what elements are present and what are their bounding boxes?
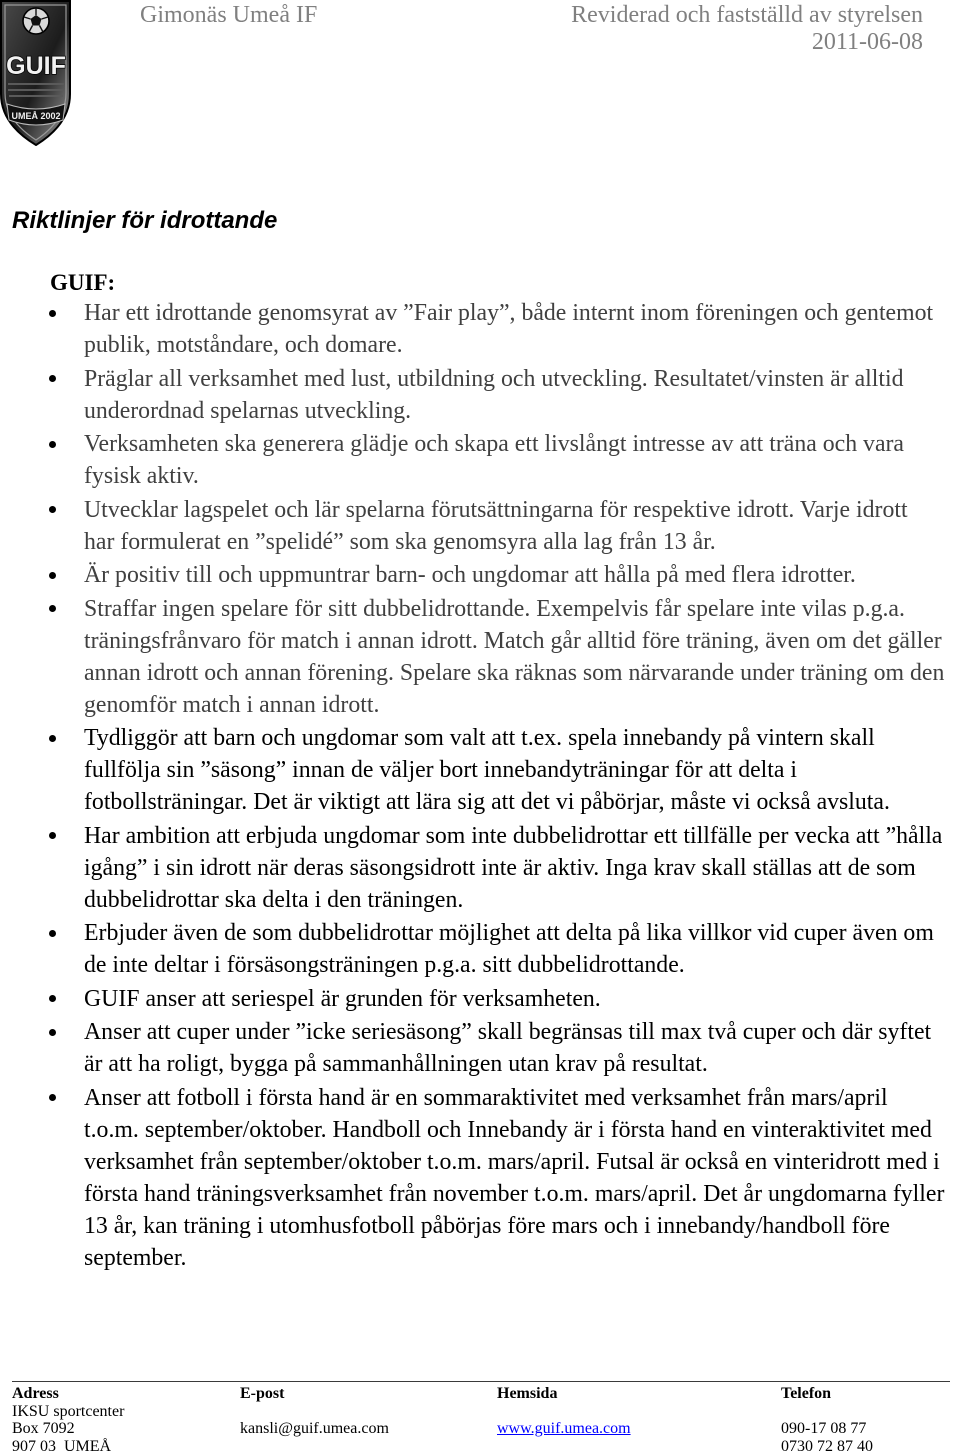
guideline-text-line: Är positiv till och uppmuntrar barn- och ungdomar att hålla på med flera idrotter. (84, 562, 856, 588)
guideline-item (0, 983, 960, 1015)
footer-website-column (497, 1385, 631, 1438)
footer-phone-column (781, 1385, 873, 1455)
footer-phone-number: 0730 72 87 40 (781, 1437, 873, 1455)
guideline-text-line: Tydliggör att barn och ungdomar som valt att t.ex. spela innebandy på vintern skall (84, 725, 875, 751)
guideline-text-line: Verksamheten ska generera glädje och skapa ett livslångt intresse av att träna och vara (84, 431, 904, 457)
footer-phone-label: Telefon (781, 1385, 832, 1402)
bullet-icon (49, 605, 56, 612)
guideline-text-line: är att ha roligt, bygga på sammanhållningen utan krav på resultat. (84, 1051, 708, 1077)
guideline-item (0, 559, 960, 591)
footer-address-line: IKSU sportcenter (12, 1402, 125, 1420)
footer-address-label: Adress (12, 1385, 59, 1402)
club-logo (0, 0, 72, 146)
guideline-text-line: träningsfrånvaro för match i annan idrott. Match går alltid före träning, även om det gäller (84, 627, 942, 654)
guideline-text-line: Präglar all verksamhet med lust, utbildning och utveckling. Resultatet/vinsten är alltid (84, 365, 904, 392)
guideline-text-line: 13 år, kan träning i utomhusfotboll påbörjas före mars och i innebandy/handboll före (84, 1212, 890, 1239)
footer-website-link[interactable]: www.guif.umea.com (497, 1420, 631, 1437)
bullet-icon (49, 1029, 56, 1036)
guideline-text-line: Straffar ingen spelare för sitt dubbelidrottande. Exempelvis får spelare inte vilas p.g.a. (84, 595, 905, 622)
guideline-text-line: de inte deltar i försäsongsträningen p.g.a. sitt dubbelidrottande. (84, 952, 685, 978)
guideline-text-line: fotbollsträningar. Det är viktigt att lära sig att det vi påbörjar, måste vi också avsluta. (84, 789, 890, 815)
bullet-icon (49, 506, 56, 513)
guideline-item (0, 1016, 960, 1080)
guideline-text-line: Utvecklar lagspelet och lär spelarna förutsättningarna för respektive idrott. Varje idrott (84, 496, 908, 523)
footer-email-column (240, 1385, 389, 1438)
guideline-text-line: t.o.m. september/oktober. Handboll och Innebandy är i första hand en vinteraktivitet med (84, 1116, 932, 1143)
bullet-icon (49, 832, 56, 839)
guideline-text-line: annan idrott och annan förening. Spelare ska räknas som närvarande under träning om den (84, 659, 945, 686)
guideline-text-line: igång” i sin idrott när deras säsongsidrott inte är aktiv. Inga krav skall ställas att de som (84, 854, 916, 881)
bullet-icon (49, 1094, 56, 1101)
guideline-text-line: genomför match i annan idrott. (84, 691, 380, 718)
football-icon (23, 8, 49, 34)
guideline-item (0, 820, 960, 916)
guideline-text-line: september. (84, 1244, 187, 1271)
footer-website-label: Hemsida (497, 1385, 558, 1402)
bullet-icon (49, 441, 56, 448)
guideline-item (0, 917, 960, 981)
guideline-item (0, 297, 960, 361)
bullet-icon (49, 735, 56, 742)
footer-email-address: kansli@guif.umea.com (240, 1420, 389, 1437)
footer-phone-number: 090-17 08 77 (781, 1420, 867, 1437)
guideline-text-line: GUIF anser att seriespel är grunden för verksamheten. (84, 985, 601, 1012)
logo-banner-text: UMEÅ 2002 (11, 111, 61, 121)
footer (0, 1385, 960, 1455)
bullet-icon (49, 572, 56, 579)
guideline-text-line: fullfölja sin ”säsong” innan de väljer bort innebandyträningar för att delta i (84, 757, 798, 783)
guideline-text-line: Har ett idrottande genomsyrat av ”Fair play”, både internt inom föreningen och gentemot (84, 300, 934, 326)
guideline-item (0, 722, 960, 818)
footer-divider (12, 1381, 950, 1382)
revision-note: Reviderad och fastställd av styrelsen (571, 2, 923, 28)
revision-date: 2011-06-08 (811, 29, 923, 55)
guideline-text-line: Anser att cuper under ”icke seriesäsong” skall begränsas till max två cuper och där syftet (84, 1019, 932, 1045)
bullet-icon (49, 995, 56, 1002)
guideline-text-line: Erbjuder även de som dubbelidrottar möjlighet att delta på lika villkor vid cuper även om (84, 920, 934, 946)
footer-address-column (12, 1385, 124, 1455)
guideline-item (0, 494, 960, 558)
bullet-icon (49, 930, 56, 937)
guideline-text-line: Har ambition att erbjuda ungdomar som inte dubbelidrottar ett tillfälle per vecka att ”hålla (84, 822, 943, 849)
guideline-text-line: publik, motståndare, och domare. (84, 332, 403, 358)
guideline-text-line: första hand träningsverksamhet från november t.o.m. mars/april. Det år ungdomarna fyller (84, 1180, 945, 1207)
guideline-text-line: verksamhet från september/oktober t.o.m. mars/april. Futsal är också en vinteridrott med i (84, 1148, 940, 1175)
bullet-icon (49, 375, 56, 382)
guideline-item (0, 363, 960, 427)
guideline-text-line: dubbelidrottar ska delta i den träningen. (84, 886, 464, 913)
footer-email-label: E-post (240, 1385, 285, 1402)
guideline-item (0, 1082, 960, 1274)
footer-address-line: 907 03 UMEÅ (12, 1437, 112, 1455)
intro-label: GUIF: (50, 270, 116, 295)
organization-name: Gimonäs Umeå IF (140, 2, 318, 28)
guideline-text-line: underordnad spelarnas utveckling. (84, 397, 412, 424)
guideline-text-line: fysisk aktiv. (84, 463, 199, 489)
footer-address-line: Box 7092 (12, 1420, 75, 1437)
guideline-item (0, 593, 960, 721)
bullet-icon (49, 310, 56, 317)
document-title: Riktlinjer för idrottande (12, 207, 278, 234)
guideline-item (0, 428, 960, 492)
guideline-text-line: har formulerat en ”spelidé” som ska genomsyra alla lag från 13 år. (84, 528, 716, 555)
guideline-text-line: Anser att fotboll i första hand är en sommaraktivitet med verksamhet från mars/april (84, 1084, 888, 1111)
guideline-list (0, 297, 960, 1275)
logo-wordmark: GUIF (6, 52, 66, 80)
